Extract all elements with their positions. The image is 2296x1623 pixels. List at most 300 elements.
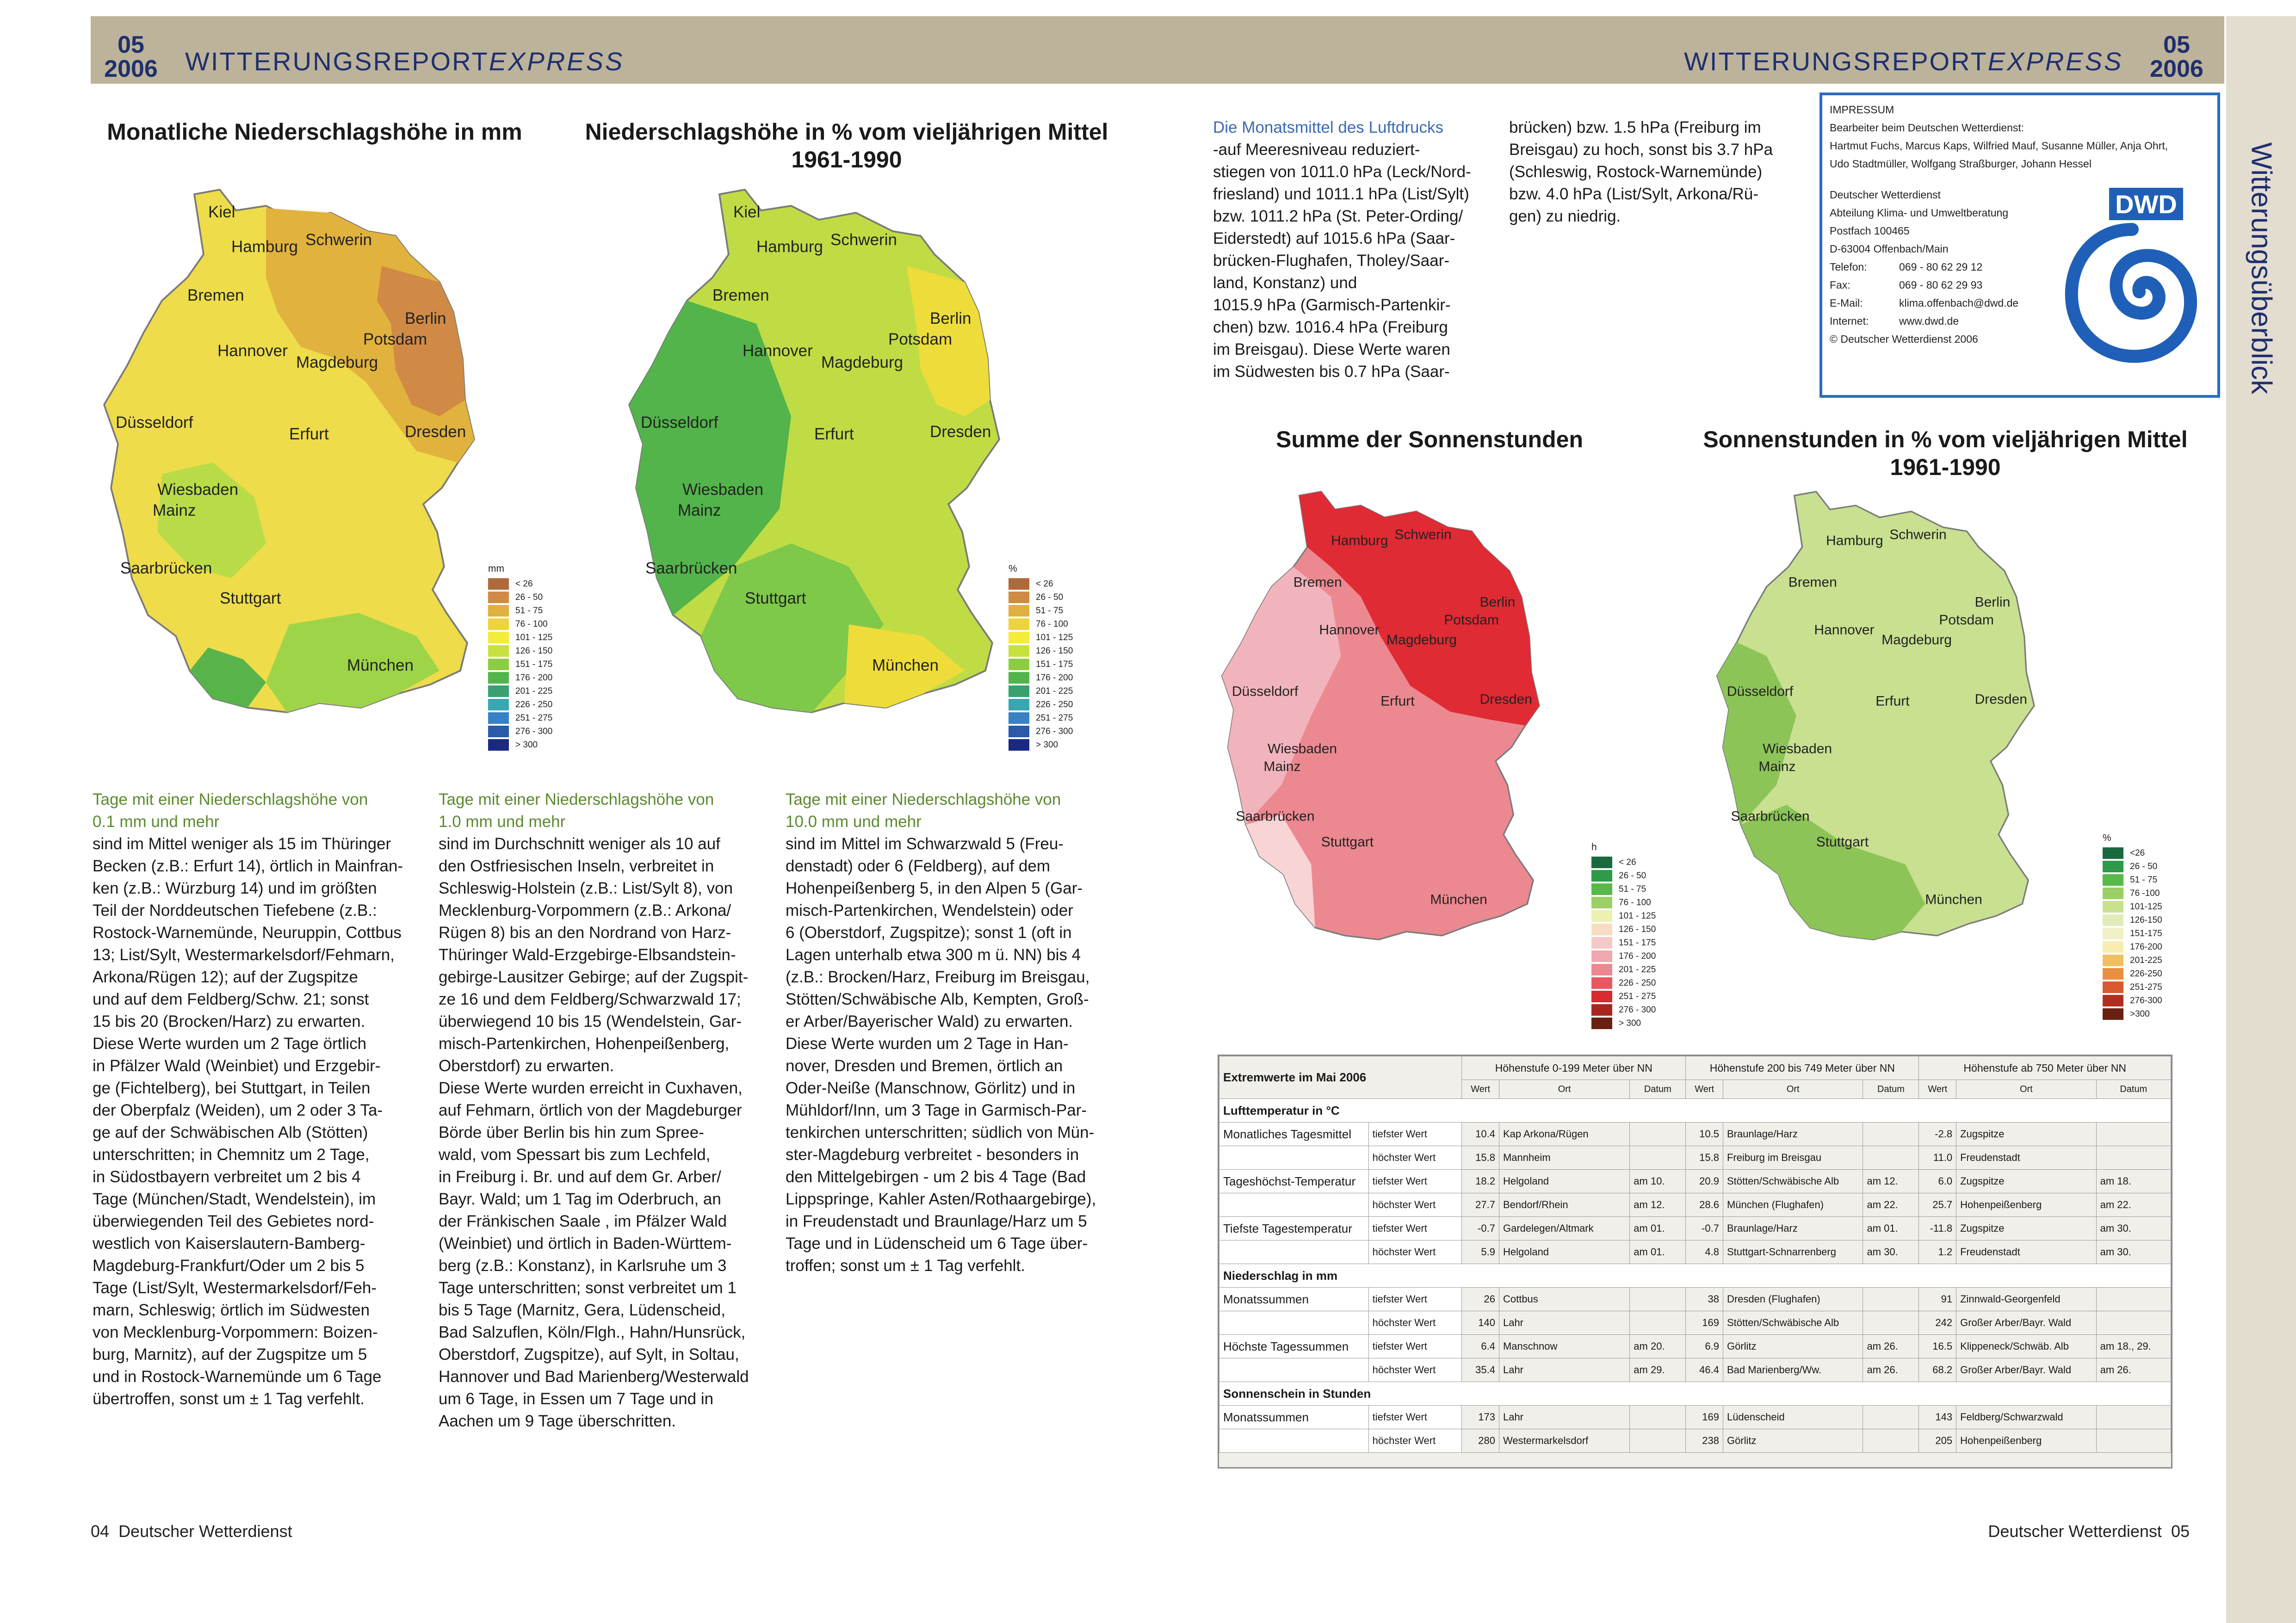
- legend-swatch: [488, 712, 509, 724]
- table-cell: Westermarkelsdorf: [1499, 1429, 1629, 1453]
- footer-left-page: 04: [91, 1522, 110, 1541]
- map-title-precip-percent: Niederschlagshöhe in % vom vieljährigen Mittel 1961-1990: [585, 119, 1108, 173]
- legend-item: [2103, 887, 2162, 900]
- map-title-precip-total: Monatliche Niederschlagshöhe in mm: [107, 119, 522, 145]
- legend-sun-total: [1591, 842, 1656, 1030]
- table-cell: [2096, 1123, 2171, 1146]
- legend-label: 276-300: [2130, 995, 2162, 1006]
- svg-text:Potsdam: Potsdam: [1444, 612, 1499, 628]
- legend-label: 151 - 175: [1619, 938, 1656, 948]
- table-cell: 28.6: [1686, 1193, 1723, 1217]
- text-lead: [93, 789, 426, 833]
- table-cell: 11.0: [1919, 1146, 1956, 1170]
- table-row: [1219, 1358, 2171, 1382]
- svg-text:Mainz: Mainz: [1263, 759, 1301, 775]
- map-title-sun-percent: Sonnenstunden in % vom vieljährigen Mittel 1961-1990: [1703, 426, 2188, 480]
- legend-item: [2103, 967, 2162, 981]
- table-cell: 140: [1462, 1311, 1499, 1335]
- text-line: Mühldorf/Inn, um 3 Tage in Garmisch-Par-: [786, 1101, 1087, 1119]
- text-line: überwiegend 10 bis 15 (Wendelstein, Gar-: [439, 1012, 742, 1031]
- text-line: Becken (z.B.: Erfurt 14), örtlich in Mainfran-: [93, 857, 403, 875]
- contact-value: www.dwd.de: [1899, 315, 1959, 327]
- table-cell: 6.0: [1919, 1170, 1956, 1193]
- legend-label: 126 - 150: [515, 646, 553, 656]
- table-cell: tiefster Wert: [1368, 1170, 1462, 1193]
- impressum-title: IMPRESSUM: [1830, 104, 1894, 116]
- table-cell: 205: [1919, 1429, 1956, 1453]
- table-cell: Lüdenscheid: [1723, 1406, 1863, 1429]
- legend-label: 201 - 225: [1036, 686, 1073, 696]
- text-line: in Südostbayern verbreitet um 2 bis 4: [93, 1168, 361, 1186]
- legend-item: [488, 577, 552, 591]
- legend-label: > 300: [515, 740, 538, 750]
- svg-text:Düsseldorf: Düsseldorf: [641, 413, 718, 432]
- legend-item: [488, 604, 552, 617]
- text-line: den Mittelgebirgen - um 2 bis 4 Tage (Bad: [786, 1168, 1086, 1186]
- table-cell: Hohenpeißenberg: [1956, 1429, 2097, 1453]
- map-sun-percent: [1707, 481, 2123, 992]
- text-line: marn, Schleswig; örtlich im Südwesten: [93, 1301, 370, 1319]
- text-lead: [439, 789, 772, 833]
- text-line: Breisgau) zu hoch, sonst bis 3.7 hPa: [1509, 141, 1773, 159]
- table-cell: am 26.: [2096, 1358, 2171, 1382]
- subheader-cell: Ort: [1723, 1080, 1863, 1099]
- legend-label: 176-200: [2130, 942, 2162, 952]
- svg-text:Hamburg: Hamburg: [1331, 533, 1388, 549]
- legend-item: [1591, 950, 1656, 963]
- table-cell: -0.7: [1686, 1217, 1723, 1240]
- table-cell: [1630, 1288, 1686, 1311]
- text-line: Tage (List/Sylt, Westermarkelsdorf/Feh-: [93, 1279, 377, 1297]
- legend-swatch: [2103, 888, 2123, 899]
- legend-item: [488, 658, 552, 671]
- pressure-text-col2: [1509, 117, 1805, 228]
- table-cell: Monatssummen: [1219, 1406, 1369, 1429]
- text-line: denstadt) oder 6 (Feldberg), auf dem: [786, 857, 1050, 875]
- legend-label: 201-225: [2130, 955, 2162, 965]
- text-line: ken (z.B.: Würzburg 14) und im größten: [93, 879, 377, 897]
- table-cell: Tiefste Tagestemperatur: [1219, 1217, 1369, 1240]
- legend-label: 151 - 175: [515, 659, 553, 669]
- legend-label: 51 - 75: [2130, 875, 2158, 885]
- text-line: überwiegenden Teil des Gebietes nord-: [93, 1212, 374, 1230]
- legend-label: 176 - 200: [1036, 673, 1073, 683]
- table-header-row: [1219, 1056, 2171, 1080]
- table-cell: [1863, 1146, 1919, 1170]
- legend-label: 26 - 50: [515, 592, 543, 602]
- legend-item: [1591, 923, 1656, 936]
- pressure-body: [1509, 117, 1805, 228]
- table-cell: am 22.: [1863, 1193, 1919, 1217]
- legend-item: [488, 711, 552, 725]
- table-cell: [2096, 1311, 2171, 1335]
- svg-text:Hamburg: Hamburg: [231, 238, 298, 256]
- table-cell: Freiburg im Breisgau: [1723, 1146, 1863, 1170]
- table-cell: Gardelegen/Altmark: [1499, 1217, 1629, 1240]
- table-row: [1219, 1193, 2171, 1217]
- legend-label: 51 - 75: [1619, 884, 1646, 894]
- legend-label: 76 - 100: [515, 619, 548, 629]
- issue-year-right: 2006: [2150, 56, 2203, 82]
- table-cell: [2096, 1429, 2171, 1453]
- legend-item: [1009, 604, 1073, 617]
- legend-label: > 300: [1619, 1018, 1641, 1028]
- legend-item: [1591, 990, 1656, 1003]
- contact-label: Fax:: [1830, 279, 1850, 291]
- legend-item: [488, 738, 552, 752]
- legend-swatch: [488, 659, 509, 670]
- table-section-row: [1219, 1264, 2171, 1288]
- legend-swatch: [2103, 1008, 2123, 1020]
- table-row: [1219, 1429, 2171, 1453]
- legend-unit: %: [1009, 563, 1017, 574]
- table-cell: 91: [1919, 1288, 1956, 1311]
- legend-swatch: [488, 685, 509, 697]
- table-cell: 38: [1686, 1288, 1723, 1311]
- legend-unit: %: [2103, 833, 2111, 843]
- svg-text:Hamburg: Hamburg: [756, 238, 823, 256]
- lead-line: 0.1 mm und mehr: [93, 813, 220, 831]
- zone-header: Höhenstufe 0-199 Meter über NN: [1462, 1056, 1686, 1080]
- lead-line: Tage mit einer Niederschlagshöhe von: [439, 790, 714, 808]
- legend-label: 226 - 250: [1036, 699, 1073, 710]
- legend-swatch: [1009, 726, 1029, 737]
- text-line: in Freiburg i. Br. und auf dem Gr. Arber/: [439, 1168, 721, 1186]
- legend-swatch: [488, 672, 509, 684]
- table-cell: Kap Arkona/Rügen: [1499, 1123, 1629, 1146]
- svg-text:Dresden: Dresden: [405, 423, 466, 441]
- table-cell: 20.9: [1686, 1170, 1723, 1193]
- table-cell: Helgoland: [1499, 1240, 1629, 1264]
- map-sun-total: [1212, 481, 1628, 992]
- legend-swatch: [1591, 1018, 1612, 1029]
- table-section-row: [1219, 1382, 2171, 1406]
- table-cell: Bendorf/Rhein: [1499, 1193, 1629, 1217]
- text-line: nover, Dresden und Bremen, örtlich an: [786, 1057, 1063, 1075]
- legend-item: [488, 591, 552, 604]
- legend-label: 226 - 250: [515, 699, 553, 710]
- legend-swatch: [488, 645, 509, 657]
- text-line: berg (z.B.: Konstanz), in Karlsruhe um 3: [439, 1257, 727, 1275]
- text-line: Lagen unterhalb etwa 300 m ü. NN) bis 4: [786, 946, 1081, 964]
- legend-unit: mm: [488, 563, 504, 574]
- extreme-values-panel: [1218, 1055, 2172, 1469]
- table-cell: [1863, 1288, 1919, 1311]
- legend-label: 101 - 125: [515, 632, 553, 642]
- svg-text:Magdeburg: Magdeburg: [821, 353, 904, 371]
- legend-items: [488, 577, 552, 752]
- svg-text:Stuttgart: Stuttgart: [220, 589, 281, 607]
- table-cell: [1630, 1406, 1686, 1429]
- lead-line: 1.0 mm und mehr: [439, 813, 566, 831]
- text-line: Thüringer Wald-Erzgebirge-Elbsandstein-: [439, 946, 736, 964]
- svg-text:Wiesbaden: Wiesbaden: [1763, 741, 1832, 757]
- table-cell: [1630, 1123, 1686, 1146]
- contact-value: 069 - 80 62 29 12: [1899, 261, 1983, 273]
- legend-item: [2103, 860, 2162, 873]
- text-line: stiegen von 1011.0 hPa (Leck/Nord-: [1213, 163, 1471, 181]
- legend-item: [1591, 856, 1656, 869]
- legend-swatch: [488, 699, 509, 710]
- legend-unit: h: [1591, 842, 1597, 852]
- legend-swatch: [488, 605, 509, 617]
- footer-left: [91, 1522, 292, 1541]
- legend-label: < 26: [1036, 579, 1053, 589]
- table-cell: am 18., 29.: [2096, 1335, 2171, 1358]
- text-column-1: [93, 789, 426, 1410]
- text-line: Mecklenburg-Vorpommern (z.B.: Arkona/: [439, 901, 731, 919]
- text-line: Diese Werte wurden um 2 Tage örtlich: [93, 1035, 367, 1053]
- legend-item: [1591, 882, 1656, 896]
- legend-label: 226 - 250: [1619, 978, 1656, 988]
- legend-label: <26: [2130, 848, 2145, 858]
- contact-label: Telefon:: [1830, 261, 1867, 273]
- table-cell: 1.2: [1919, 1240, 1956, 1264]
- legend-item: [2103, 913, 2162, 927]
- text-line: er Arber/Bayerischer Wald) zu erwarten.: [786, 1012, 1073, 1031]
- legend-swatch: [1009, 672, 1029, 684]
- text-line: Magdeburg-Frankfurt/Oder um 2 bis 5: [93, 1257, 365, 1275]
- text-line: Eiderstedt) auf 1015.6 hPa (Saar-: [1213, 229, 1455, 247]
- legend-swatch: [1591, 857, 1612, 868]
- table-cell: 68.2: [1919, 1358, 1956, 1382]
- table-cell: Braunlage/Harz: [1723, 1123, 1863, 1146]
- svg-text:München: München: [1430, 892, 1487, 907]
- table-row: [1219, 1123, 2171, 1146]
- text-line: ge auf der Schwäbischen Alb (Stötten): [93, 1123, 368, 1142]
- svg-text:Berlin: Berlin: [1974, 594, 2011, 610]
- text-line: den Ostfriesischen Inseln, verbreitet in: [439, 857, 714, 875]
- text-line: Rostock-Warnemünde, Neuruppin, Cottbus: [93, 924, 402, 942]
- text-line: Tage und in Lüdenscheid um 6 Tage über-: [786, 1234, 1088, 1253]
- legend-swatch: [2103, 914, 2123, 926]
- table-cell: Braunlage/Harz: [1723, 1217, 1863, 1240]
- table-cell: am 30.: [2096, 1217, 2171, 1240]
- table-cell: Görlitz: [1723, 1429, 1863, 1453]
- text-line: Diese Werte wurden erreicht in Cuxhaven,: [439, 1079, 743, 1097]
- legend-swatch: [1009, 699, 1029, 710]
- svg-text:Saarbrücken: Saarbrücken: [645, 559, 737, 577]
- text-line: burg, Marnitz), auf der Zugspitze um 5: [93, 1345, 367, 1364]
- table-cell: [1863, 1406, 1919, 1429]
- legend-item: [1009, 725, 1073, 738]
- svg-text:Wiesbaden: Wiesbaden: [157, 481, 239, 499]
- legend-precip-percent: [1009, 563, 1073, 752]
- svg-text:Saarbrücken: Saarbrücken: [120, 559, 212, 577]
- text-line: misch-Partenkirchen, Hohenpeißenberg,: [439, 1035, 730, 1053]
- svg-text:Dresden: Dresden: [1479, 691, 1532, 707]
- text-line: unterschritten; in Chemnitz um 2 Tage,: [93, 1146, 370, 1164]
- text-line: sind im Mittel im Schwarzwald 5 (Freu-: [786, 835, 1064, 853]
- table-cell: am 26.: [1863, 1358, 1919, 1382]
- legend-swatch: [2103, 874, 2123, 886]
- legend-swatch: [488, 726, 509, 737]
- legend-label: 201 - 225: [1619, 964, 1656, 975]
- legend-precip-total: [488, 563, 552, 752]
- svg-text:Stuttgart: Stuttgart: [1321, 834, 1374, 850]
- legend-item: [488, 698, 552, 711]
- table-cell: 5.9: [1462, 1240, 1499, 1264]
- text-line: auf Fehmarn, örtlich von der Magdeburger: [439, 1101, 742, 1119]
- table-cell: 16.5: [1919, 1335, 1956, 1358]
- svg-text:Stuttgart: Stuttgart: [745, 589, 806, 607]
- table-cell: am 01.: [1630, 1217, 1686, 1240]
- legend-swatch: [1009, 659, 1029, 670]
- svg-text:Erfurt: Erfurt: [814, 425, 854, 443]
- legend-item: [488, 725, 552, 738]
- legend-label: < 26: [515, 579, 533, 589]
- legend-swatch: [1009, 645, 1029, 657]
- text-line: um 6 Tage, in Essen um 7 Tage und in: [439, 1390, 714, 1408]
- svg-text:DWD: DWD: [2115, 190, 2177, 219]
- legend-label: 101-125: [2130, 901, 2162, 912]
- table-row: [1219, 1406, 2171, 1429]
- legend-swatch: [1009, 632, 1029, 643]
- table-cell: [2096, 1406, 2171, 1429]
- zone-header: Höhenstufe 200 bis 749 Meter über NN: [1686, 1056, 1919, 1080]
- svg-text:Saarbrücken: Saarbrücken: [1236, 808, 1315, 824]
- legend-swatch: [1009, 592, 1029, 603]
- legend-swatch: [2103, 955, 2123, 966]
- legend-label: 276 - 300: [1036, 726, 1073, 736]
- legend-item: [2103, 994, 2162, 1007]
- text-line: sind im Mittel weniger als 15 im Thüringer: [93, 835, 391, 853]
- table-cell: am 30.: [1863, 1240, 1919, 1264]
- legend-swatch: [1009, 578, 1029, 590]
- legend-label: 251-275: [2130, 982, 2162, 992]
- legend-swatch: [488, 618, 509, 630]
- table-cell: am 18.: [2096, 1170, 2171, 1193]
- text-line: 13; List/Sylt, Westermarkelsdorf/Fehmarn,: [93, 946, 395, 964]
- legend-item: [1591, 976, 1656, 990]
- table-cell: Stötten/Schwäbische Alb: [1723, 1170, 1863, 1193]
- legend-swatch: [1591, 883, 1612, 895]
- table-cell: höchster Wert: [1368, 1358, 1462, 1382]
- table-cell: tiefster Wert: [1368, 1123, 1462, 1146]
- text-line: friesland) und 1011.1 hPa (List/Sylt): [1213, 185, 1469, 203]
- text-line: Schleswig-Holstein (z.B.: List/Sylt 8), von: [439, 879, 733, 897]
- svg-text:Hannover: Hannover: [1319, 622, 1380, 638]
- contact-value: klima.offenbach@dwd.de: [1899, 297, 2019, 309]
- svg-text:Bremen: Bremen: [1788, 574, 1837, 590]
- legend-label: 126-150: [2130, 915, 2162, 925]
- legend-label: 76 - 100: [1619, 897, 1651, 907]
- table-cell: Großer Arber/Bayr. Wald: [1956, 1358, 2097, 1382]
- text-line: wald, vom Spessart bis zum Lechfeld,: [439, 1146, 711, 1164]
- text-line: Bayr. Wald; um 1 Tag im Oderbruch, an: [439, 1190, 721, 1208]
- table-cell: Zinnwald-Georgenfeld: [1956, 1288, 2097, 1311]
- legend-swatch: [488, 632, 509, 643]
- legend-swatch: [488, 578, 509, 590]
- legend-item: [2103, 927, 2162, 940]
- svg-text:Hannover: Hannover: [1814, 622, 1875, 638]
- section-title: Sonnenschein in Stunden: [1219, 1382, 2171, 1406]
- text-line: (Weinbiet) und örtlich in Baden-Württem-: [439, 1234, 732, 1253]
- table-cell: Helgoland: [1499, 1170, 1629, 1193]
- text-line: in Freudenstadt und Braunlage/Harz um 5: [786, 1212, 1087, 1230]
- text-line: 1015.9 hPa (Garmisch-Partenkir-: [1213, 296, 1451, 314]
- germany-map-sun-percent: [1707, 481, 2123, 990]
- legend-label: 176 - 200: [515, 673, 553, 683]
- text-line: Aachen um 9 Tage überschritten.: [439, 1412, 676, 1430]
- svg-text:Magdeburg: Magdeburg: [1386, 632, 1457, 648]
- text-line: Rügen 8) bis an den Nordrand von Harz-: [439, 924, 731, 942]
- svg-text:Potsdam: Potsdam: [1939, 612, 1994, 628]
- svg-text:Dresden: Dresden: [1974, 691, 2027, 707]
- legend-swatch: [2103, 981, 2123, 993]
- pressure-text-col1: [1213, 117, 1509, 383]
- legend-swatch: [1591, 991, 1612, 1002]
- table-cell: am 26.: [1863, 1335, 1919, 1358]
- table-cell: am 30.: [2096, 1240, 2171, 1264]
- svg-text:Magdeburg: Magdeburg: [1881, 632, 1952, 648]
- table-cell: 280: [1462, 1429, 1499, 1453]
- legend-swatch: [1591, 870, 1612, 882]
- svg-text:Mainz: Mainz: [678, 501, 721, 519]
- legend-label: 276 - 300: [1619, 1005, 1656, 1015]
- table-cell: am 12.: [1630, 1193, 1686, 1217]
- legend-item: [1591, 869, 1656, 882]
- svg-text:Berlin: Berlin: [930, 309, 972, 327]
- svg-text:Magdeburg: Magdeburg: [296, 353, 378, 371]
- table-cell: Mannheim: [1499, 1146, 1629, 1170]
- table-cell: Zugspitze: [1956, 1123, 2097, 1146]
- svg-text:Bremen: Bremen: [1293, 574, 1342, 590]
- impressum-editors-1: Hartmut Fuchs, Marcus Kaps, Wilfried Mauf, Susanne Müller, Anja Ohrt,: [1830, 140, 2168, 152]
- legend-label: 276 - 300: [515, 726, 553, 736]
- svg-text:Kiel: Kiel: [208, 203, 235, 221]
- text-line: land, Konstanz) und: [1213, 274, 1357, 292]
- legend-swatch: [1009, 712, 1029, 724]
- legend-item: [1009, 577, 1073, 591]
- text-line: Bad Salzuflen, Köln/Flgh., Hahn/Hunsrück,: [439, 1323, 746, 1341]
- svg-text:Bremen: Bremen: [187, 286, 244, 304]
- table-row: [1219, 1240, 2171, 1264]
- table-cell: 27.7: [1462, 1193, 1499, 1217]
- text-line: Oberstdorf) zu erwarten.: [439, 1057, 614, 1075]
- text-line: übertroffen, sonst um ± 1 Tag verfehlt.: [93, 1390, 365, 1408]
- table-cell: [2096, 1288, 2171, 1311]
- table-cell: 242: [1919, 1311, 1956, 1335]
- table-cell: Tageshöchst-Temperatur: [1219, 1170, 1369, 1193]
- table-row: [1219, 1288, 2171, 1311]
- table-cell: 169: [1686, 1311, 1723, 1335]
- legend-swatch: [1591, 950, 1612, 962]
- table-cell: am 01.: [1630, 1240, 1686, 1264]
- text-line: der Oberpfalz (Weiden), um 2 oder 3 Ta-: [93, 1101, 383, 1119]
- header-title-left: WITTERUNGSREPORTEXPRESS: [185, 47, 625, 76]
- table-cell: Höchste Tagessummen: [1219, 1335, 1369, 1358]
- svg-text:Saarbrücken: Saarbrücken: [1731, 808, 1810, 824]
- legend-swatch: [2103, 861, 2123, 872]
- text-line: sind im Durchschnitt weniger als 10 auf: [439, 835, 720, 853]
- table-cell: -2.8: [1919, 1123, 1956, 1146]
- svg-text:Stuttgart: Stuttgart: [1816, 834, 1869, 850]
- table-cell: 15.8: [1686, 1146, 1723, 1170]
- table-cell: [1630, 1311, 1686, 1335]
- legend-label: 76 -100: [2130, 888, 2160, 898]
- text-line: gen) zu niedrig.: [1509, 207, 1621, 225]
- text-column-3: [786, 789, 1128, 1277]
- table-cell: Bad Marienberg/Ww.: [1723, 1358, 1863, 1382]
- text-line: brücken) bzw. 1.5 hPa (Freiburg im: [1509, 118, 1761, 136]
- text-line: troffen; sonst um ± 1 Tag verfehlt.: [786, 1257, 1025, 1275]
- table-cell: 143: [1919, 1406, 1956, 1429]
- svg-text:Dresden: Dresden: [930, 423, 991, 441]
- table-cell: [1219, 1146, 1369, 1170]
- contact-value: 069 - 80 62 29 93: [1899, 279, 1983, 291]
- legend-swatch: [2103, 928, 2123, 939]
